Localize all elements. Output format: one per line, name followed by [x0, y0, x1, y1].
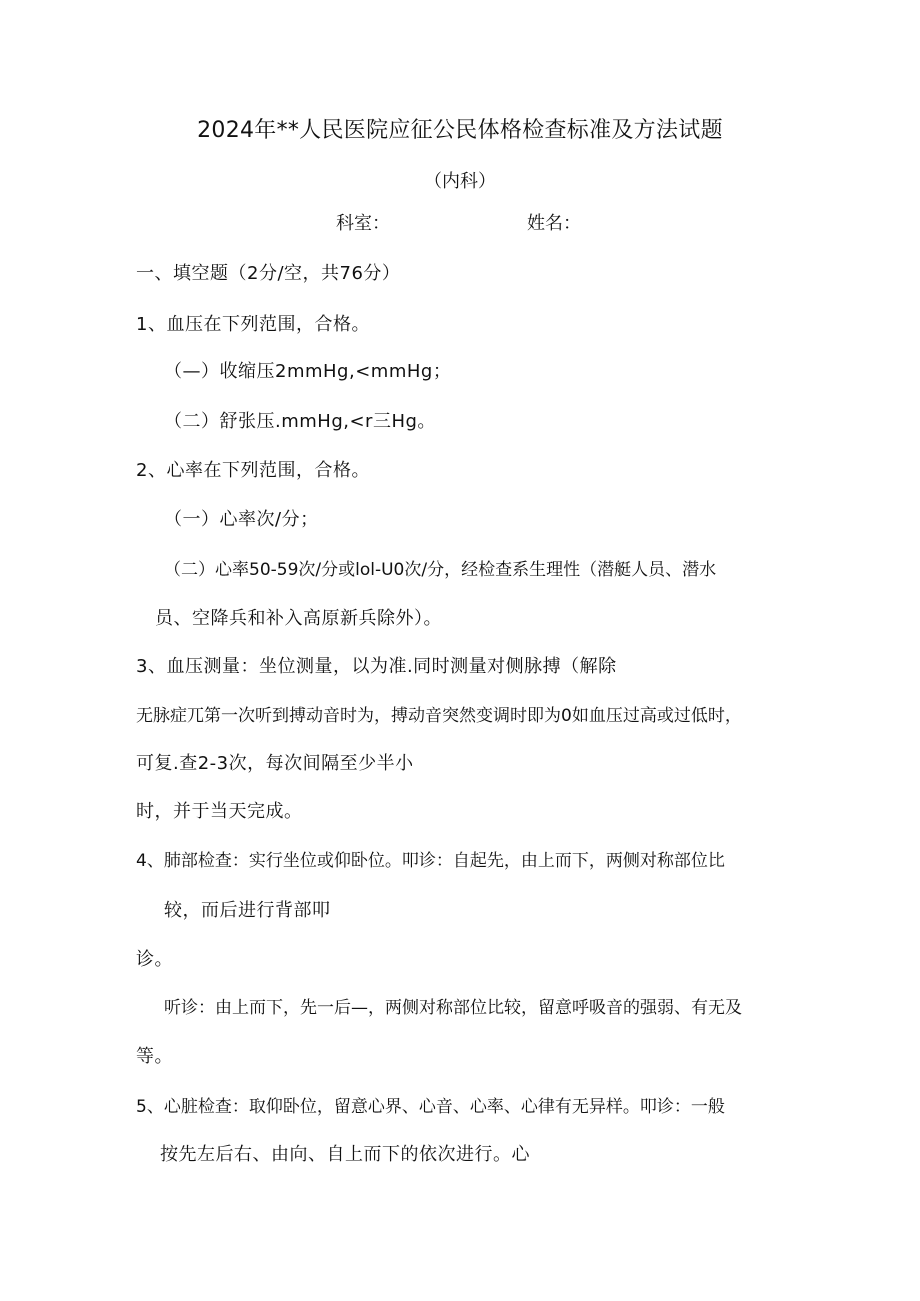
- question-4-line-3: 诊。: [136, 949, 173, 970]
- name-label: 姓名：: [527, 213, 581, 234]
- question-2-item-2: （二）心率50-59次/分或lol-U0次/分，经检查系生理性（潜艇人员、潜水: [164, 560, 717, 580]
- question-3: 3、血压测量：坐位测量，以为准.同时测量对侧脉搏（解除: [136, 656, 617, 677]
- department-label: 科室：: [336, 213, 390, 234]
- question-2-item-2-cont: 员、空降兵和补入高原新兵除外）。: [155, 608, 442, 629]
- document-title: 2024年**人民医院应征公民体格检查标准及方法试题: [197, 118, 723, 143]
- question-3-line-2: 无脉症兀第一次听到搏动音时为，搏动音突然变调时即为0如血压过高或过低时，: [136, 706, 742, 726]
- question-1: 1、血压在下列范围，合格。: [136, 314, 370, 335]
- question-4-line-4: 听诊：由上而下，先一后—，两侧对称部位比较，留意呼吸音的强弱、有无及: [164, 998, 742, 1018]
- question-3-line-4: 时，并于当天完成。: [136, 801, 303, 822]
- document-subtitle: （内科）: [424, 171, 496, 192]
- question-3-line-3: 可复.查2-3次，每次间隔至少半小: [136, 753, 414, 774]
- question-4-line-5: 等。: [136, 1046, 173, 1067]
- question-5-line-2: 按先左后右、由向、自上而下的依次进行。心: [160, 1144, 530, 1165]
- section-heading: 一、填空题（2分/空，共76分）: [136, 263, 401, 284]
- question-2-item-1: （一）心率次/分；: [164, 509, 319, 530]
- question-4-line-2: 较，而后进行背部叩: [164, 900, 331, 921]
- question-4: 4、肺部检查：实行坐位或仰卧位。叩诊：自起先，由上而下，两侧对称部位比: [136, 851, 725, 871]
- question-1-item-1: （—）收缩压2mmHg,<mmHg；: [164, 361, 452, 382]
- question-2: 2、心率在下列范围，合格。: [136, 460, 370, 481]
- question-1-item-2: （二）舒张压.mmHg,<r三Hg。: [164, 411, 436, 432]
- question-5: 5、心脏检查：取仰卧位，留意心界、心音、心率、心律有无异样。叩诊：一般: [136, 1097, 725, 1117]
